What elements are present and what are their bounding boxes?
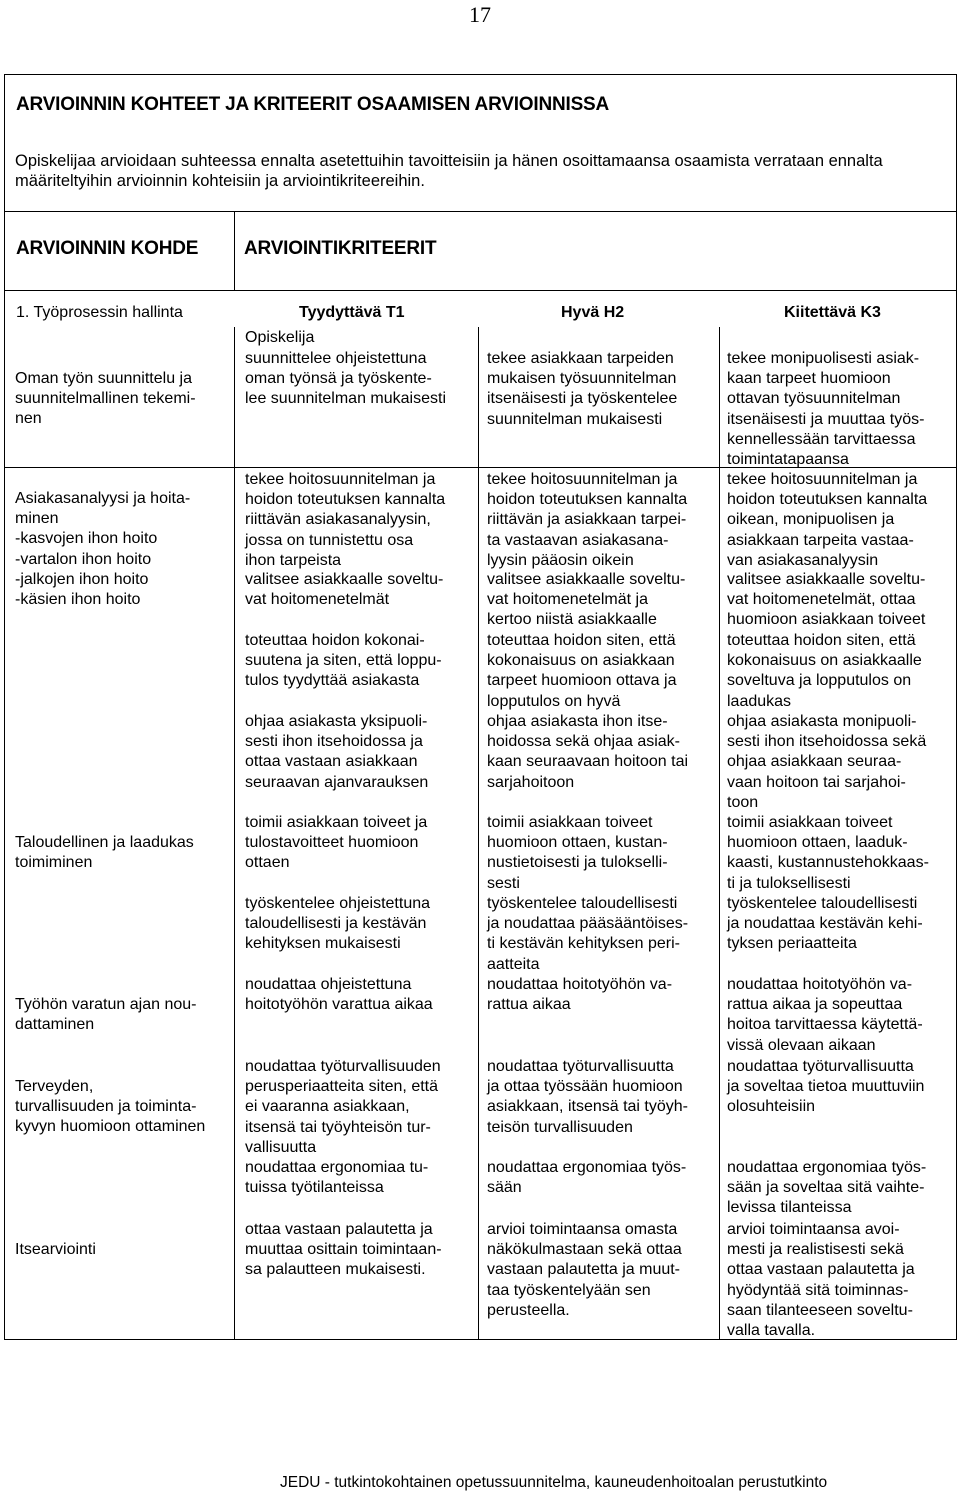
k3-cell: tekee hoitosuunnitelman ja hoidon toteutuksen kannalta oikean, monipuolisen ja asiakkaan tarpeita vastaa- van asiakasanalyysin xyxy=(727,471,928,569)
intro-line: määriteltyihin arvioinnin kohteisiin ja arviointikriteereihin. xyxy=(15,172,425,190)
t1-cell: ohjaa asiakasta yksipuoli- sesti ihon itsehoidossa ja ottaa vastaan asiakkaan seuraavan ajanvarauksen xyxy=(245,713,429,791)
assessment-table xyxy=(4,74,957,1340)
t1-cell: toimii asiakkaan toiveet ja tulostavoitteet huomioon ottaen xyxy=(245,814,428,872)
target-cell: Oman työn suunnittelu ja suunnitelmallinen tekemi- nen xyxy=(15,370,196,428)
k3-cell: noudattaa työturvallisuutta ja soveltaa tietoa muuttuviin olosuhteisiin xyxy=(727,1058,925,1116)
k3-cell: tekee monipuolisesti asiak- kaan tarpeet huomioon ottavan työsuunnitelman itsenäisesti ja muuttaa työs- kennellessään tarvittaessa toimintatapaansa xyxy=(727,350,925,469)
k3-cell: työskentelee taloudellisesti ja noudattaa kestävän kehi- tyksen periaatteita xyxy=(727,895,923,953)
section-title: 1. Työprosessin hallinta xyxy=(16,304,183,321)
target-cell: Terveyden, turvallisuuden ja toiminta- kyvyn huomioon ottaminen xyxy=(15,1078,206,1136)
header-kohde: ARVIOINNIN KOHDE xyxy=(16,238,199,259)
target-cell: Taloudellinen ja laadukas toimiminen xyxy=(15,834,194,872)
intro-text xyxy=(15,151,950,191)
h2-cell: valitsee asiakkaalle soveltu- vat hoitomenetelmät ja kertoo niistä asiakkaalle xyxy=(487,571,686,629)
column-h2: Hyvä H2 xyxy=(561,304,625,321)
t1-cell: suunnittelee ohjeistettuna oman työnsä ja työskente- lee suunnitelman mukaisesti xyxy=(245,350,446,408)
t1-cell: noudattaa ergonomiaa tu- tuissa työtilanteissa xyxy=(245,1159,429,1197)
k3-cell: ohjaa asiakasta monipuoli- sesti ihon itsehoidossa sekä ohjaa asiakkaan seuraa- vaan hoitoon tai sarjahoi- toon xyxy=(727,713,927,811)
h2-cell: ohjaa asiakasta ihon itse- hoidossa sekä ohjaa asiak- kaan seuraavaan hoitoon tai sarjahoitoon xyxy=(487,713,689,791)
target-cell: Asiakasanalyysi ja hoita- minen -kasvojen ihon hoito -vartalon ihon hoito -jalkojen ihon hoito -käsien ihon hoito xyxy=(15,490,191,609)
divider xyxy=(478,327,479,1340)
divider xyxy=(5,290,956,291)
document-title: ARVIOINNIN KOHTEET JA KRITEERIT OSAAMISEN ARVIOINNISSA xyxy=(16,94,610,115)
t1-cell: noudattaa ohjeistettuna hoitotyöhön varattua aikaa xyxy=(245,976,433,1014)
page-number: 17 xyxy=(469,2,491,27)
t1-cell: ottaa vastaan palautetta ja muuttaa osittain toimintaan- sa palautteen mukaisesti. xyxy=(245,1221,442,1279)
k3-cell: noudattaa ergonomiaa työs- sään ja soveltaa sitä vaihte- levissa tilanteissa xyxy=(727,1159,927,1217)
divider xyxy=(5,211,956,212)
k3-cell: toteuttaa hoidon siten, että kokonaisuus on asiakkaalle soveltuva ja lopputulos on laadukas xyxy=(727,632,922,710)
h2-cell: tekee hoitosuunnitelman ja hoidon toteutuksen kannalta riittävän ja asiakkaan tarpei- ta vastaavan asiakasana- lyysin pääosin oikein xyxy=(487,471,688,569)
k3-cell: arvioi toimintaansa avoi- mesti ja realistisesti sekä ottaa vastaan palautetta ja hyödyntää sitä toiminnas- saan tilanteeseen soveltu- valla tavalla. xyxy=(727,1221,915,1340)
divider xyxy=(719,327,720,1340)
t1-cell: toteuttaa hoidon kokonai- suutena ja siten, että loppu- tulos tyydyttää asiakasta xyxy=(245,632,442,690)
h2-cell: noudattaa työturvallisuutta ja ottaa työssään huomioon asiakkaan, itsensä tai työyh- teisön turvallisuuden xyxy=(487,1058,688,1136)
h2-cell: noudattaa ergonomiaa työs- sään xyxy=(487,1159,687,1197)
target-cell: Itsearviointi xyxy=(15,1241,96,1258)
h2-cell: toimii asiakkaan toiveet huomioon ottaen, kustan- nustietoisesti ja tulokselli- sesti xyxy=(487,814,668,892)
k3-cell: valitsee asiakkaalle soveltu- vat hoitomenetelmät, ottaa huomioon asiakkaan toiveet xyxy=(727,571,926,629)
page-footer: JEDU - tutkintokohtainen opetussuunnitelma, kauneudenhoitoalan perustutkinto xyxy=(280,1474,828,1491)
column-t1: Tyydyttävä T1 xyxy=(299,304,405,321)
h2-cell: arvioi toimintaansa omasta näkökulmastaan sekä ottaa vastaan palautetta ja muut- taa työskentelyään sen perusteella. xyxy=(487,1221,682,1319)
h2-cell: noudattaa hoitotyöhön va- rattua aikaa xyxy=(487,976,673,1014)
h2-cell: tekee asiakkaan tarpeiden mukaisen työsuunnitelman itsenäisesti ja työskentelee suunnitelman mukaisesti xyxy=(487,350,678,428)
header-kriteerit: ARVIOINTIKRITEERIT xyxy=(244,238,437,259)
column-k3: Kiitettävä K3 xyxy=(784,304,881,321)
h2-cell: toteuttaa hoidon siten, että kokonaisuus on asiakkaan tarpeet huomioon ottava ja lopputulos on hyvä xyxy=(487,632,677,710)
h2-cell: työskentelee taloudellisesti ja noudattaa pääsääntöises- ti kestävän kehityksen peri- aatteita xyxy=(487,895,689,973)
t1-cell: noudattaa työturvallisuuden perusperiaatteita siten, että ei vaaranna asiakkaan, itsensä tai työyhteisön tur- vallisuutta xyxy=(245,1058,441,1156)
t1-cell: työskentelee ohjeistettuna taloudellisesti ja kestävän kehityksen mukaisesti xyxy=(245,895,431,953)
target-cell: Työhön varatun ajan nou- dattaminen xyxy=(15,996,197,1034)
k3-cell: toimii asiakkaan toiveet huomioon ottaen, laaduk- kaasti, kustannustehokkaas- ti ja tuloksellisesti xyxy=(727,814,929,892)
t1-cell: tekee hoitosuunnitelman ja hoidon toteutuksen kannalta riittävän asiakasanalyysin, jossa on tunnistettu osa ihon tarpeista xyxy=(245,471,446,569)
k3-cell: noudattaa hoitotyöhön va- rattua aikaa ja sopeuttaa hoitoa tarvittaessa käytettä- vissä olevaan aikaan xyxy=(727,976,923,1054)
divider xyxy=(234,327,235,1340)
intro-line: Opiskelijaa arvioidaan suhteessa ennalta asetettuihin tavoitteisiin ja hänen osoittamaansa osaamista verrataan ennalta xyxy=(15,152,883,170)
t1-cell: valitsee asiakkaalle soveltu- vat hoitomenetelmät xyxy=(245,571,444,609)
divider xyxy=(234,211,235,290)
subject-label: Opiskelija xyxy=(245,329,315,346)
